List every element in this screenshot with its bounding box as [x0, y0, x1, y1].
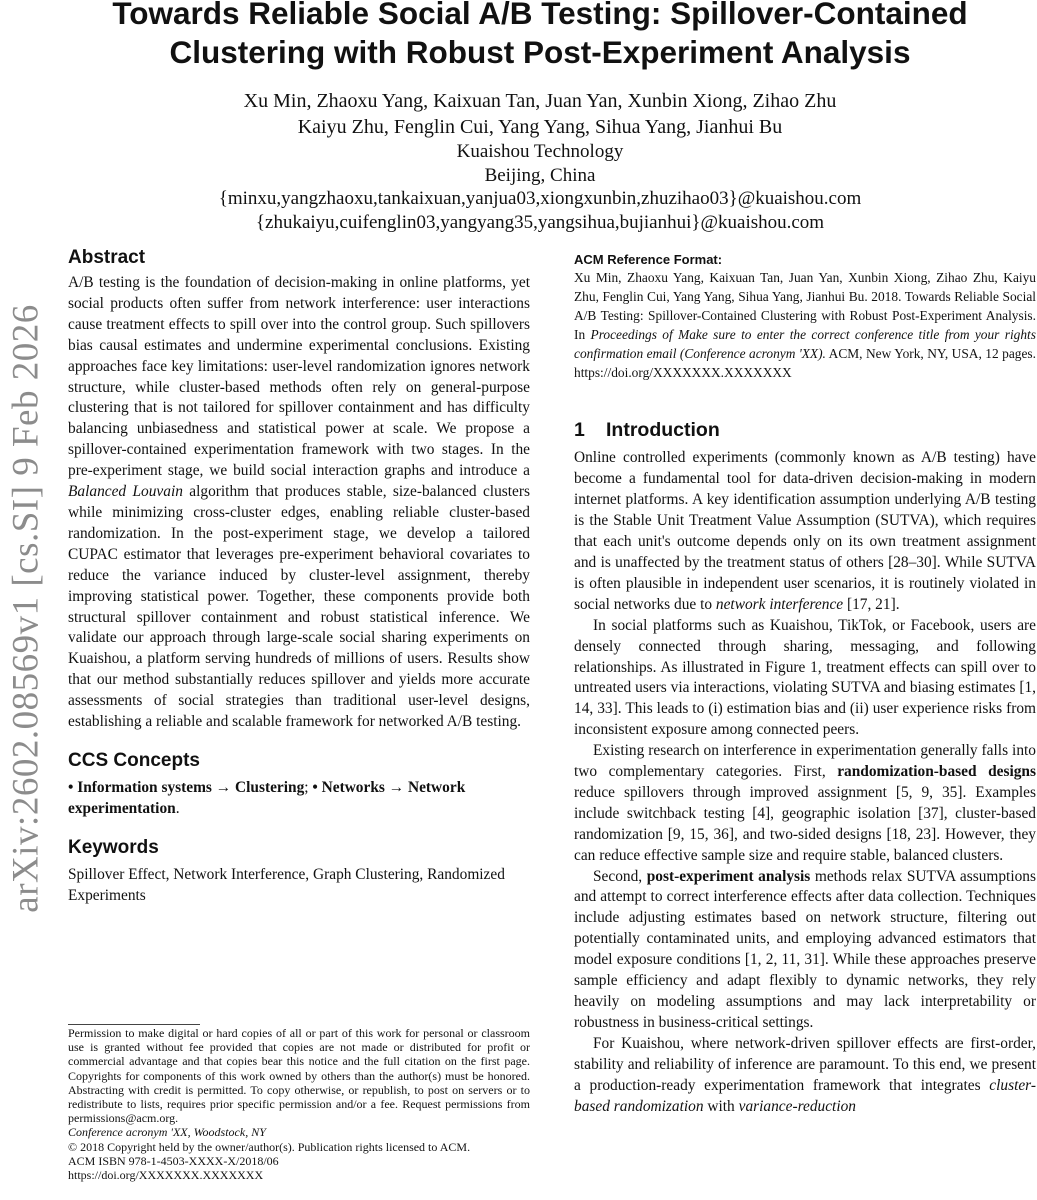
ccs-term-1: Clustering: [235, 778, 305, 796]
right-column: [574, 250, 1036, 1117]
intro-p3-rest: reduce spillovers through improved assignment [5, 9, 35]. Examples include switchback testing [4], geographic isolation [37], cluster-based randomization [9, 15, 36], and two-sided designs [18, 23]. However, they can reduce effective sample size and require stable, balanced clusters.: [574, 783, 1036, 864]
intro-paragraph-3: [574, 741, 1036, 866]
copyright-notice: © 2018 Copyright held by the owner/author(s). Publication rights licensed to ACM.: [68, 1139, 471, 1154]
intro-p5-emphasis-1: cluster-based randomization: [574, 1076, 1036, 1115]
abstract-text-part-2: algorithm that produces stable, size-balanced clusters while minimizing cross-cluster edges, enabling reliable cluster-based randomization. In the post-experiment stage, we develop a tailored CUPAC estimator that leverages pre-experiment behavioral covariates to reduce the variance induced by cluster-level assignment, thereby improving statistical power. Together, these components provide both structural spillover containment and robust statistical inference. We validate our approach through large-scale social sharing experiments on Kuaishou, a platform serving hundreds of millions of users. Results show that our method substantially reduces spillover and yields more accurate assessments of social strategies than traditional user-level designs, establishing a reliable and scalable framework for networked A/B testing.: [68, 483, 530, 731]
intro-p4-bold: post-experiment analysis: [646, 867, 811, 885]
emails-line-1: {minxu,yangzhaoxu,tankaixuan,yanjua03,xiongxunbin,zhuzihao03}@kuaishou.com: [218, 188, 862, 209]
title-line-2: Clustering with Robust Post-Experiment Analysis: [169, 34, 911, 70]
ccs-arrow-1: →: [211, 778, 235, 796]
ccs-category-2: • Networks: [312, 778, 385, 796]
permission-footnote: [68, 1026, 530, 1182]
author-names-line-1: Xu Min, Zhaoxu Yang, Kaixuan Tan, Juan Yan, Xunbin Xiong, Zihao Zhu: [243, 90, 837, 112]
section-number: 1: [574, 419, 585, 442]
intro-paragraph-4: [574, 867, 1036, 1034]
acm-reference-heading: ACM Reference Format:: [574, 252, 723, 267]
intro-paragraph-1: [574, 448, 1036, 615]
paper-title: [60, 0, 1020, 72]
intro-p4-rest: methods relax SUTVA assumptions and attempt to correct interference effects after data collection. Techniques include adjusting estimates based on network structure, filtering out potentially contaminated units, and employing advanced estimators that model exposure conditions [1, 2, 11, 31]. While these approaches preserve sample efficiency and adapt flexibly to dynamic networks, they rely heavily on modeling assumptions and may lack interpretability or robustness in business-critical settings.: [574, 867, 1036, 1031]
intro-p4-text: Second,: [593, 867, 647, 885]
left-column: [68, 246, 530, 907]
ccs-arrow-2: →: [384, 778, 408, 796]
acm-reference-part-2: ACM, New York, NY, USA, 12 pages. https://doi.org/XXXXXXX.XXXXXXX: [574, 345, 1036, 380]
ccs-concepts: [68, 778, 530, 820]
title-line-1: Towards Reliable Social A/B Testing: Spillover-Contained: [112, 0, 968, 31]
abstract-heading: Abstract: [68, 247, 146, 268]
keywords-text: Spillover Effect, Network Interference, Graph Clustering, Randomized Experiments: [68, 865, 505, 904]
keywords-heading: Keywords: [68, 836, 159, 858]
section-title: Introduction: [606, 419, 720, 442]
footnote-divider: [68, 1024, 200, 1025]
doi-link: https://doi.org/XXXXXXX.XXXXXXX: [68, 1168, 264, 1183]
ccs-heading: CCS Concepts: [68, 749, 200, 771]
intro-p5-text: For Kuaishou, where network-driven spillover effects are first-order, stability and reliability of inference are paramount. To this end, we present a production-ready experimentation framework that integrates: [574, 1034, 1036, 1094]
intro-paragraph-5: [574, 1034, 1036, 1118]
ccs-category-1: • Information systems: [68, 778, 212, 796]
intro-p5-emphasis-2: variance-reduction: [738, 1097, 856, 1115]
ccs-term-2: Network experimentation: [68, 778, 466, 817]
intro-p3-text: Existing research on interference in experimentation generally falls into two complementary categories. First,: [574, 742, 1036, 781]
intro-p1-citation: [17, 21].: [843, 595, 900, 613]
intro-p3-bold: randomization-based designs: [837, 763, 1036, 781]
intro-p5-connector: with: [703, 1097, 739, 1115]
author-names-line-2: Kaiyu Zhu, Fenglin Cui, Yang Yang, Sihua Yang, Jianhui Bu: [297, 116, 783, 138]
location: Beijing, China: [484, 164, 596, 186]
abstract-text-part-1: A/B testing is the foundation of decision-making in online platforms, yet social products often suffer from network interference: user interactions cause treatment effects to spill over into the control group. Such spillovers bias causal estimates and undermine experimental conclusions. Existing approaches face key limitations: user-level randomization ignores network structure, while cluster-based methods often rely on general-purpose clustering that is not tailored for spillover containment and has difficulty balancing unbiasedness and statistical power at scale. We propose a spillover-contained experimentation framework with two stages. In the pre-experiment stage, we build social interaction graphs and introduce a: [68, 274, 530, 480]
abstract-emphasis: Balanced Louvain: [68, 483, 183, 501]
intro-p1-text: Online controlled experiments (commonly known as A/B testing) have become a fundamental tool for data-driven decision-making in modern internet platforms. A key identification assumption underlying A/B testing is the Stable Unit Treatment Value Assumption (SUTVA), which requires that each unit's outcome depends only on its own treatment assignment and is unaffected by the treatment status of others [28–30]. While SUTVA is often plausible in independent user scenarios, it is routinely violated in social networks due to: [574, 449, 1036, 613]
author-block: [60, 88, 1020, 234]
affiliation: Kuaishou Technology: [456, 141, 624, 162]
abstract-text: [68, 273, 530, 733]
intro-p1-emphasis: network interference: [715, 595, 844, 613]
arxiv-identifier: arXiv:2602.08569v1 [cs.SI] 9 Feb 2026: [5, 303, 47, 913]
ccs-separator: ;: [304, 778, 313, 796]
permission-notice: Permission to make digital or hard copies of all or part of this work for personal or classroom use is granted without fee provided that copies are not made or distributed for profit or commercial advantage and that copies bear this notice and the full citation on the first page. Copyrights for components of this work owned by others than the author(s) must be honored. Abstracting with credit is permitted. To copy otherwise, or republish, to post on servers or to redistribute to lists, requires prior specific permission and/or a fee. Request permissions from permissions@acm.org.: [68, 1026, 530, 1126]
acm-reference-text: [574, 269, 1036, 382]
emails-line-2: {zhukaiyu,cuifenglin03,yangyang35,yangsihua,bujianhui}@kuaishou.com: [255, 211, 825, 233]
introduction-heading: [574, 418, 1036, 442]
isbn: ACM ISBN 978-1-4503-XXXX-X/2018/06: [68, 1153, 279, 1168]
acm-reference-part-1: Xu Min, Zhaoxu Yang, Kaixuan Tan, Juan Yan, Xunbin Xiong, Zihao Zhu, Kaiyu Zhu, Fenglin Cui, Yang Yang, Sihua Yang, Jianhui Bu. 2018. Towards Reliable Social A/B Testing: Spillover-Contained Clustering with Robust Post-Experiment Analysis. In: [574, 270, 1036, 342]
intro-paragraph-2: In social platforms such as Kuaishou, TikTok, or Facebook, users are densely connected through sharing, messaging, and following relationships. As illustrated in Figure 1, treatment effects can spill over to untreated users via interactions, violating SUTVA and biasing estimates [1, 14, 33]. This leads to (i) estimation bias and (ii) user experience risks from inconsistent exposure among connected peers.: [574, 616, 1036, 739]
acm-reference-proceedings: Proceedings of Make sure to enter the correct conference title from your rights confirmation email (Conference acronym 'XX).: [574, 326, 1036, 361]
conference-info: Conference acronym 'XX, Woodstock, NY: [68, 1125, 266, 1140]
arxiv-sidebar-stamp: [4, 278, 48, 938]
ccs-end: .: [175, 799, 180, 817]
